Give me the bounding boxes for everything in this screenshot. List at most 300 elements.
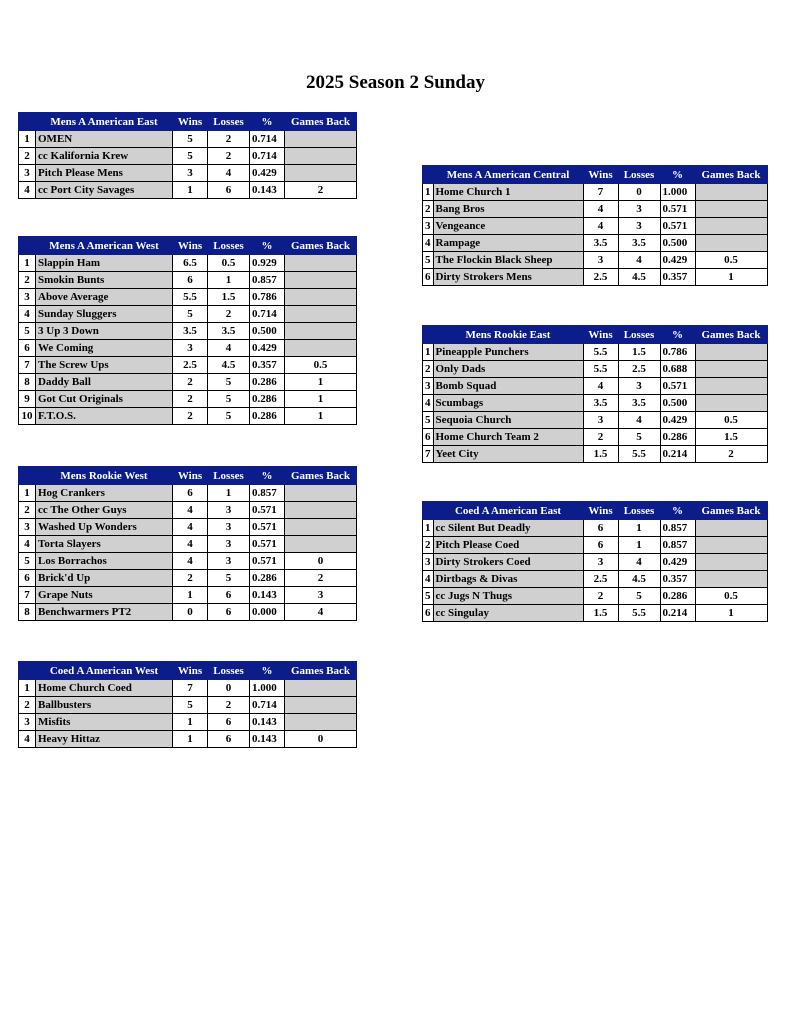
rank-cell: 3 — [19, 714, 36, 731]
table-header-row — [19, 662, 357, 680]
table-header-row — [19, 467, 357, 485]
wins-cell: 2 — [173, 374, 208, 391]
team-name-cell: Hog Crankers — [36, 485, 173, 502]
table-header-row — [19, 237, 357, 255]
table-row — [19, 340, 357, 357]
rank-cell: 6 — [423, 269, 434, 286]
games-back-cell: 2 — [285, 570, 357, 587]
pct-cell: 0.857 — [250, 272, 285, 289]
team-name-cell: Got Cut Originals — [36, 391, 173, 408]
table-row — [423, 520, 768, 537]
wins-header: Wins — [173, 113, 208, 131]
wins-cell: 1 — [173, 182, 208, 199]
team-name-cell: Los Borrachos — [36, 553, 173, 570]
team-name-cell: cc Jugs N Thugs — [433, 588, 583, 605]
losses-cell: 0.5 — [208, 255, 250, 272]
games-back-cell — [695, 554, 767, 571]
rank-cell: 1 — [19, 131, 36, 148]
pct-cell: 1.000 — [660, 184, 695, 201]
losses-cell: 1 — [208, 485, 250, 502]
losses-cell: 3 — [618, 378, 660, 395]
wins-cell: 7 — [583, 184, 618, 201]
rank-cell: 4 — [19, 731, 36, 748]
losses-cell: 3 — [618, 201, 660, 218]
losses-cell: 3 — [208, 502, 250, 519]
games-back-cell — [695, 571, 767, 588]
table-row — [19, 306, 357, 323]
pct-cell: 0.286 — [250, 391, 285, 408]
losses-header: Losses — [618, 326, 660, 344]
table-row — [423, 378, 768, 395]
losses-cell: 1 — [618, 520, 660, 537]
wins-header: Wins — [173, 662, 208, 680]
rank-cell: 5 — [19, 323, 36, 340]
table-header-row — [423, 166, 768, 184]
wins-cell: 2.5 — [173, 357, 208, 374]
wins-cell: 5 — [173, 131, 208, 148]
table-row — [423, 361, 768, 378]
wins-cell: 6 — [173, 485, 208, 502]
rank-cell: 2 — [19, 148, 36, 165]
pct-cell: 0.429 — [250, 165, 285, 182]
wins-header: Wins — [583, 166, 618, 184]
table-row — [423, 588, 768, 605]
team-name-cell: Sequoia Church — [433, 412, 583, 429]
games-back-cell — [285, 680, 357, 697]
rank-cell: 1 — [19, 485, 36, 502]
losses-cell: 5.5 — [618, 446, 660, 463]
rank-cell: 4 — [423, 395, 434, 412]
pct-header: % — [660, 166, 695, 184]
table-row — [19, 502, 357, 519]
games-back-cell: 0.5 — [695, 412, 767, 429]
table-row — [423, 605, 768, 622]
rank-cell: 2 — [19, 502, 36, 519]
losses-cell: 5 — [618, 588, 660, 605]
team-name-cell: The Flockin Black Sheep — [433, 252, 583, 269]
games-back-cell: 2 — [695, 446, 767, 463]
losses-cell: 4 — [208, 165, 250, 182]
wins-cell: 4 — [173, 553, 208, 570]
losses-cell: 2 — [208, 306, 250, 323]
wins-cell: 2 — [173, 570, 208, 587]
team-name-cell: Heavy Hittaz — [36, 731, 173, 748]
standings-table — [422, 325, 768, 463]
games-back-cell — [695, 235, 767, 252]
pct-cell: 0.857 — [250, 485, 285, 502]
losses-cell: 3 — [208, 519, 250, 536]
rank-cell: 7 — [19, 587, 36, 604]
pct-cell: 0.571 — [660, 378, 695, 395]
losses-cell: 1.5 — [208, 289, 250, 306]
wins-header: Wins — [583, 326, 618, 344]
table-row — [423, 429, 768, 446]
wins-cell: 1.5 — [583, 446, 618, 463]
standings-table — [422, 501, 768, 622]
losses-cell: 4 — [618, 554, 660, 571]
rank-header — [19, 467, 36, 485]
wins-cell: 5 — [173, 306, 208, 323]
team-name-cell: cc Singulay — [433, 605, 583, 622]
pct-cell: 0.786 — [250, 289, 285, 306]
games-back-cell — [285, 131, 357, 148]
games-back-cell — [285, 255, 357, 272]
rank-cell: 5 — [423, 588, 434, 605]
losses-cell: 0 — [618, 184, 660, 201]
team-name-cell: Slappin Ham — [36, 255, 173, 272]
pct-cell: 0.429 — [660, 554, 695, 571]
team-name-cell: We Coming — [36, 340, 173, 357]
pct-cell: 0.714 — [250, 697, 285, 714]
table-row — [19, 536, 357, 553]
team-name-cell: Home Church Team 2 — [433, 429, 583, 446]
rank-cell: 1 — [423, 344, 434, 361]
wins-cell: 3.5 — [173, 323, 208, 340]
pct-cell: 0.857 — [660, 520, 695, 537]
wins-header: Wins — [583, 502, 618, 520]
rank-cell: 6 — [423, 605, 434, 622]
games-back-header: Games Back — [695, 502, 767, 520]
games-back-cell — [285, 148, 357, 165]
rank-cell: 3 — [423, 378, 434, 395]
losses-cell: 2 — [208, 697, 250, 714]
wins-cell: 5.5 — [583, 344, 618, 361]
pct-cell: 0.571 — [250, 519, 285, 536]
games-back-cell — [285, 306, 357, 323]
games-back-cell: 0.5 — [695, 588, 767, 605]
team-name-cell: Yeet City — [433, 446, 583, 463]
table-row — [423, 344, 768, 361]
team-name-cell: Above Average — [36, 289, 173, 306]
games-back-header: Games Back — [695, 166, 767, 184]
pct-cell: 0.357 — [660, 269, 695, 286]
team-name-cell: Daddy Ball — [36, 374, 173, 391]
team-name-cell: Torta Slayers — [36, 536, 173, 553]
table-row — [19, 587, 357, 604]
losses-cell: 5 — [208, 391, 250, 408]
rank-cell: 9 — [19, 391, 36, 408]
page-title: 2025 Season 2 Sunday — [306, 72, 485, 93]
division-name: Coed A American East — [433, 502, 583, 520]
team-name-cell: Bomb Squad — [433, 378, 583, 395]
team-name-cell: Rampage — [433, 235, 583, 252]
table-row — [423, 235, 768, 252]
games-back-header: Games Back — [285, 113, 357, 131]
wins-cell: 2.5 — [583, 269, 618, 286]
wins-cell: 1 — [173, 587, 208, 604]
games-back-cell — [285, 289, 357, 306]
pct-cell: 0.571 — [250, 502, 285, 519]
pct-cell: 0.688 — [660, 361, 695, 378]
table-row — [423, 252, 768, 269]
wins-cell: 3 — [583, 412, 618, 429]
pct-cell: 0.714 — [250, 148, 285, 165]
rank-cell: 5 — [19, 553, 36, 570]
games-back-header: Games Back — [695, 326, 767, 344]
pct-header: % — [250, 467, 285, 485]
table-row — [19, 731, 357, 748]
wins-cell: 2 — [583, 429, 618, 446]
pct-cell: 0.857 — [660, 537, 695, 554]
table-row — [19, 680, 357, 697]
table-row — [19, 408, 357, 425]
rank-cell: 2 — [423, 537, 434, 554]
pct-header: % — [250, 662, 285, 680]
wins-cell: 3 — [583, 554, 618, 571]
team-name-cell: Misfits — [36, 714, 173, 731]
games-back-cell: 1 — [285, 391, 357, 408]
team-name-cell: Pitch Please Mens — [36, 165, 173, 182]
division-name: Coed A American West — [36, 662, 173, 680]
losses-header: Losses — [208, 113, 250, 131]
team-name-cell: Pitch Please Coed — [433, 537, 583, 554]
pct-cell: 0.714 — [250, 306, 285, 323]
rank-cell: 6 — [19, 340, 36, 357]
losses-cell: 6 — [208, 731, 250, 748]
table-row — [423, 201, 768, 218]
team-name-cell: Brick'd Up — [36, 570, 173, 587]
pct-cell: 0.500 — [250, 323, 285, 340]
losses-cell: 5.5 — [618, 605, 660, 622]
table-row — [19, 553, 357, 570]
team-name-cell: Dirtbags & Divas — [433, 571, 583, 588]
team-name-cell: Home Church Coed — [36, 680, 173, 697]
division-name: Mens A American East — [36, 113, 173, 131]
table-row — [19, 714, 357, 731]
team-name-cell: OMEN — [36, 131, 173, 148]
table-row — [19, 272, 357, 289]
games-back-cell: 0.5 — [285, 357, 357, 374]
games-back-header: Games Back — [285, 237, 357, 255]
wins-cell: 5 — [173, 148, 208, 165]
games-back-header: Games Back — [285, 467, 357, 485]
rank-header — [423, 326, 434, 344]
games-back-cell — [695, 344, 767, 361]
losses-header: Losses — [618, 502, 660, 520]
team-name-cell: Smokin Bunts — [36, 272, 173, 289]
games-back-cell — [695, 537, 767, 554]
games-back-cell — [695, 395, 767, 412]
games-back-cell — [285, 323, 357, 340]
rank-cell: 4 — [423, 235, 434, 252]
games-back-cell: 1 — [285, 374, 357, 391]
team-name-cell: Vengeance — [433, 218, 583, 235]
rank-cell: 5 — [423, 252, 434, 269]
pct-cell: 0.143 — [250, 182, 285, 199]
losses-header: Losses — [208, 237, 250, 255]
wins-cell: 6 — [173, 272, 208, 289]
pct-cell: 0.571 — [250, 536, 285, 553]
games-back-cell — [285, 714, 357, 731]
pct-cell: 0.500 — [660, 235, 695, 252]
table-row — [19, 323, 357, 340]
wins-cell: 3.5 — [583, 235, 618, 252]
division-name: Mens Rookie West — [36, 467, 173, 485]
games-back-cell: 0 — [285, 553, 357, 570]
wins-cell: 1 — [173, 714, 208, 731]
team-name-cell: 3 Up 3 Down — [36, 323, 173, 340]
table-row — [423, 571, 768, 588]
table-header-row — [423, 326, 768, 344]
team-name-cell: Ballbusters — [36, 697, 173, 714]
rank-cell: 10 — [19, 408, 36, 425]
team-name-cell: Pineapple Punchers — [433, 344, 583, 361]
table-row — [423, 395, 768, 412]
pct-cell: 0.929 — [250, 255, 285, 272]
losses-cell: 6 — [208, 182, 250, 199]
losses-cell: 3.5 — [618, 395, 660, 412]
pct-cell: 0.429 — [660, 252, 695, 269]
losses-cell: 1 — [618, 537, 660, 554]
table-row — [19, 485, 357, 502]
losses-cell: 5 — [208, 570, 250, 587]
losses-cell: 0 — [208, 680, 250, 697]
losses-cell: 4.5 — [208, 357, 250, 374]
pct-cell: 0.714 — [250, 131, 285, 148]
losses-cell: 6 — [208, 714, 250, 731]
team-name-cell: cc Silent But Deadly — [433, 520, 583, 537]
games-back-cell — [285, 165, 357, 182]
rank-cell: 3 — [19, 289, 36, 306]
pct-cell: 0.143 — [250, 731, 285, 748]
losses-cell: 5 — [208, 374, 250, 391]
losses-cell: 4.5 — [618, 571, 660, 588]
games-back-cell — [285, 697, 357, 714]
team-name-cell: F.T.O.S. — [36, 408, 173, 425]
wins-header: Wins — [173, 467, 208, 485]
pct-cell: 0.500 — [660, 395, 695, 412]
wins-cell: 6 — [583, 537, 618, 554]
team-name-cell: The Screw Ups — [36, 357, 173, 374]
pct-cell: 0.214 — [660, 446, 695, 463]
team-name-cell: cc The Other Guys — [36, 502, 173, 519]
wins-cell: 1 — [173, 731, 208, 748]
table-header-row — [19, 113, 357, 131]
table-row — [19, 255, 357, 272]
rank-header — [19, 113, 36, 131]
standings-table — [18, 112, 357, 199]
table-row — [19, 374, 357, 391]
pct-cell: 1.000 — [250, 680, 285, 697]
wins-cell: 6 — [583, 520, 618, 537]
table-row — [19, 604, 357, 621]
wins-cell: 5.5 — [173, 289, 208, 306]
team-name-cell: Home Church 1 — [433, 184, 583, 201]
team-name-cell: Scumbags — [433, 395, 583, 412]
rank-cell: 7 — [423, 446, 434, 463]
standings-table — [18, 236, 357, 425]
games-back-cell — [285, 340, 357, 357]
pct-header: % — [250, 113, 285, 131]
wins-cell: 5.5 — [583, 361, 618, 378]
wins-cell: 0 — [173, 604, 208, 621]
losses-cell: 3 — [618, 218, 660, 235]
losses-cell: 3.5 — [208, 323, 250, 340]
losses-header: Losses — [618, 166, 660, 184]
games-back-cell — [695, 218, 767, 235]
pct-cell: 0.143 — [250, 714, 285, 731]
table-row — [19, 165, 357, 182]
wins-cell: 7 — [173, 680, 208, 697]
losses-cell: 5 — [618, 429, 660, 446]
games-back-cell: 1 — [695, 269, 767, 286]
team-name-cell: Bang Bros — [433, 201, 583, 218]
losses-cell: 4.5 — [618, 269, 660, 286]
rank-cell: 8 — [19, 604, 36, 621]
table-row — [423, 446, 768, 463]
pct-cell: 0.143 — [250, 587, 285, 604]
wins-cell: 1.5 — [583, 605, 618, 622]
pct-cell: 0.286 — [250, 408, 285, 425]
games-back-cell — [285, 272, 357, 289]
wins-cell: 2 — [583, 588, 618, 605]
division-name: Mens Rookie East — [433, 326, 583, 344]
losses-cell: 2 — [208, 131, 250, 148]
games-back-cell — [695, 361, 767, 378]
team-name-cell: Dirty Strokers Mens — [433, 269, 583, 286]
games-back-cell — [285, 502, 357, 519]
games-back-cell: 2 — [285, 182, 357, 199]
losses-cell: 3.5 — [618, 235, 660, 252]
table-row — [19, 289, 357, 306]
games-back-cell: 4 — [285, 604, 357, 621]
team-name-cell: Sunday Sluggers — [36, 306, 173, 323]
losses-cell: 3 — [208, 553, 250, 570]
losses-header: Losses — [208, 662, 250, 680]
games-back-cell — [695, 201, 767, 218]
losses-cell: 6 — [208, 587, 250, 604]
table-row — [19, 357, 357, 374]
table-row — [19, 182, 357, 199]
wins-cell: 4 — [583, 201, 618, 218]
rank-cell: 2 — [19, 697, 36, 714]
losses-cell: 4 — [618, 412, 660, 429]
pct-cell: 0.214 — [660, 605, 695, 622]
table-row — [19, 148, 357, 165]
wins-cell: 3.5 — [583, 395, 618, 412]
losses-cell: 1.5 — [618, 344, 660, 361]
pct-cell: 0.286 — [250, 570, 285, 587]
team-name-cell: cc Port City Savages — [36, 182, 173, 199]
games-back-cell — [695, 378, 767, 395]
pct-header: % — [250, 237, 285, 255]
table-row — [423, 269, 768, 286]
games-back-cell: 3 — [285, 587, 357, 604]
rank-header — [19, 237, 36, 255]
team-name-cell: Benchwarmers PT2 — [36, 604, 173, 621]
games-back-cell: 0.5 — [695, 252, 767, 269]
rank-cell: 5 — [423, 412, 434, 429]
rank-cell: 1 — [19, 680, 36, 697]
table-row — [423, 537, 768, 554]
losses-cell: 1 — [208, 272, 250, 289]
pct-cell: 0.286 — [660, 429, 695, 446]
wins-cell: 3 — [173, 165, 208, 182]
pct-cell: 0.429 — [250, 340, 285, 357]
rank-cell: 4 — [19, 536, 36, 553]
pct-cell: 0.357 — [250, 357, 285, 374]
games-back-cell: 0 — [285, 731, 357, 748]
team-name-cell: Only Dads — [433, 361, 583, 378]
pct-cell: 0.429 — [660, 412, 695, 429]
rank-cell: 4 — [19, 306, 36, 323]
wins-header: Wins — [173, 237, 208, 255]
wins-cell: 6.5 — [173, 255, 208, 272]
games-back-cell — [285, 485, 357, 502]
games-back-cell — [285, 536, 357, 553]
rank-cell: 2 — [423, 201, 434, 218]
losses-cell: 2.5 — [618, 361, 660, 378]
